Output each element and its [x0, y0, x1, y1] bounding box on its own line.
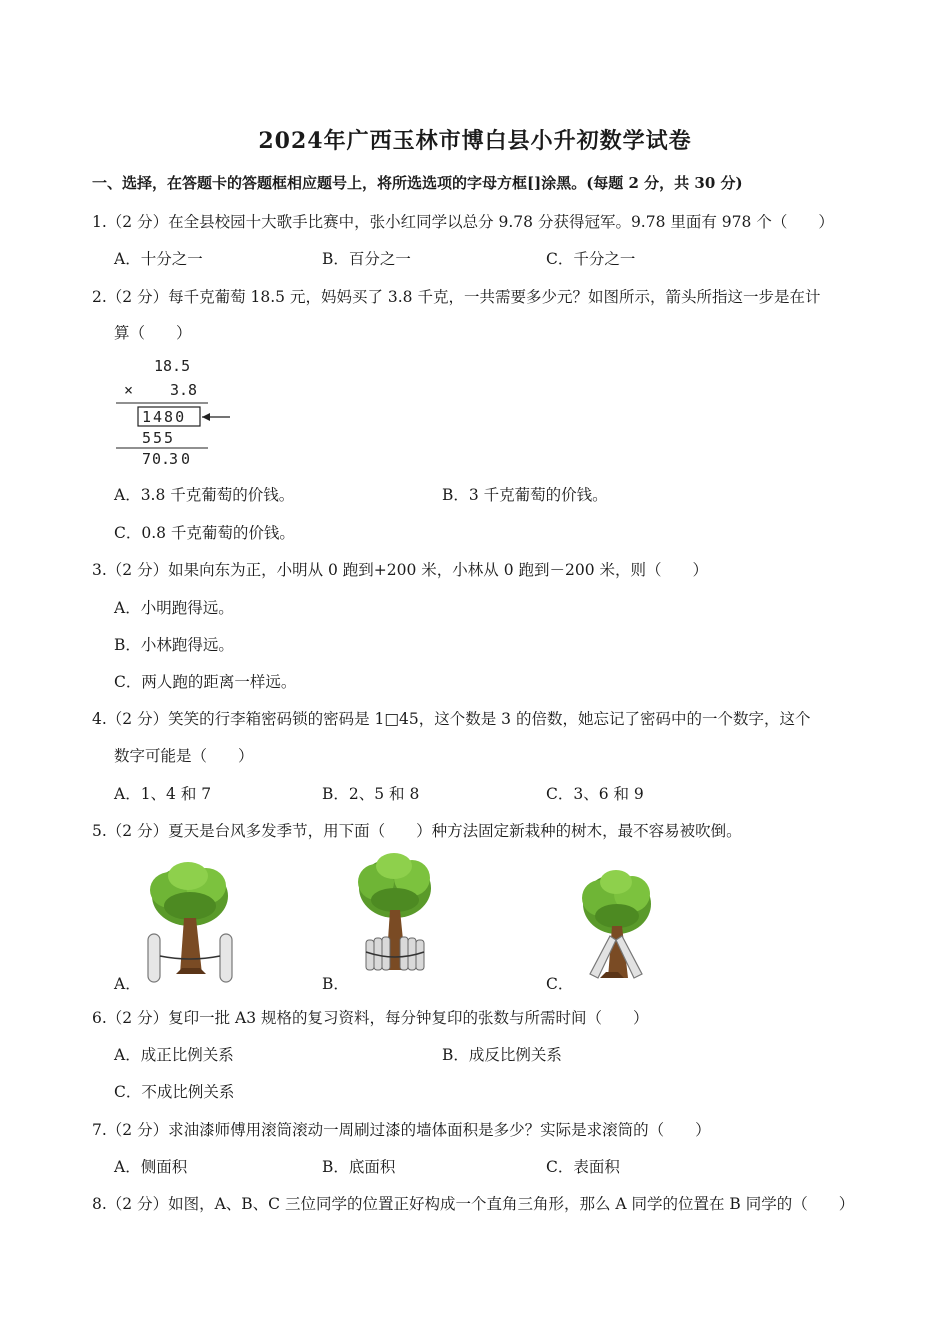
q3-option-a[interactable]: A．小明跑得远。 [114, 599, 234, 617]
page-title: 2024年广西玉林市博白县小升初数学试卷 [258, 128, 692, 154]
q7-option-a[interactable]: A．侧面积 [114, 1158, 188, 1176]
question-5: 5.（2 分）夏天是台风多发季节，用下面（ ）种方法固定新栽种的树木，最不容易被吹倒。 [92, 822, 742, 840]
calc-result-int: 70 [142, 450, 163, 468]
q3-option-b[interactable]: B．小林跑得远。 [114, 636, 234, 654]
tree-with-braces-image [572, 870, 662, 982]
q1-option-a[interactable]: A．十分之一 [114, 250, 203, 268]
q1-option-c[interactable]: C．千分之一 [546, 250, 636, 268]
question-1: 1.（2 分）在全县校园十大歌手比赛中，张小红同学以总分 9.78 分获得冠军。9.78 里面有 978 个（ ） [92, 213, 834, 231]
q6-option-a[interactable]: A．成正比例关系 [114, 1046, 234, 1064]
section-heading: 一、选择，在答题卡的答题框相应题号上，将所选选项的字母方框[]涂黑。(每题 2 分，共 30 分) [92, 174, 743, 192]
calc-result-dot: . [161, 450, 171, 468]
tree-with-ring-image [350, 852, 440, 978]
arrow-left-icon [202, 413, 210, 421]
question-8: 8.（2 分）如图，A、B、C 三位同学的位置正好构成一个直角三角形，那么 A 同学的位置在 B 同学的（ ） [92, 1195, 855, 1213]
multiplication-diagram [112, 356, 232, 468]
q2-option-c[interactable]: C．0.8 千克葡萄的价钱。 [114, 524, 295, 542]
q2-option-a[interactable]: A．3.8 千克葡萄的价钱。 [114, 486, 295, 504]
question-4-line-1: 4.（2 分）笑笑的行李箱密码锁的密码是 1□45，这个数是 3 的倍数，她忘记了密码中的一个数字，这个 [92, 710, 811, 728]
calc-partial-1: 1480 [142, 408, 187, 426]
q1-option-b[interactable]: B．百分之一 [322, 250, 411, 268]
q7-option-b[interactable]: B．底面积 [322, 1158, 396, 1176]
question-6: 6.（2 分）复印一批 A3 规格的复习资料，每分钟复印的张数与所需时间（ ） [92, 1009, 649, 1027]
q6-option-b[interactable]: B．成反比例关系 [442, 1046, 562, 1064]
calc-times-sign: × [124, 381, 134, 399]
tree-with-stakes-image [140, 862, 240, 984]
q4-option-c[interactable]: C．3、6 和 9 [546, 785, 644, 803]
q6-option-c[interactable]: C．不成比例关系 [114, 1083, 235, 1101]
calc-partial-2: 555 [142, 429, 176, 447]
q5-option-b[interactable]: B． [322, 975, 349, 993]
q7-option-c[interactable]: C．表面积 [546, 1158, 620, 1176]
question-2-line-1: 2.（2 分）每千克葡萄 18.5 元，妈妈买了 3.8 千克，一共需要多少元？如图所示，箭头所指这一步是在计 [92, 288, 821, 306]
calc-result-dec: 30 [169, 450, 194, 468]
q5-option-a[interactable]: A． [114, 975, 141, 993]
q4-option-a[interactable]: A．1、4 和 7 [114, 785, 212, 803]
q2-option-b[interactable]: B．3 千克葡萄的价钱。 [442, 486, 608, 504]
calc-multiplicand: 18.5 [154, 357, 191, 375]
q4-option-b[interactable]: B．2、5 和 8 [322, 785, 420, 803]
question-2-line-2: 算（ ） [114, 324, 192, 342]
question-3: 3.（2 分）如果向东为正，小明从 0 跑到+200 米，小林从 0 跑到－200 米，则（ ） [92, 561, 709, 579]
question-7: 7.（2 分）求油漆师傅用滚筒滚动一周刷过漆的墙体面积是多少？实际是求滚筒的（ ） [92, 1121, 711, 1139]
q5-option-c[interactable]: C． [546, 975, 574, 993]
calc-multiplier: 3.8 [170, 381, 198, 399]
question-4-line-2: 数字可能是（ ） [114, 747, 254, 765]
q3-option-c[interactable]: C．两人跑的距离一样远。 [114, 673, 297, 691]
